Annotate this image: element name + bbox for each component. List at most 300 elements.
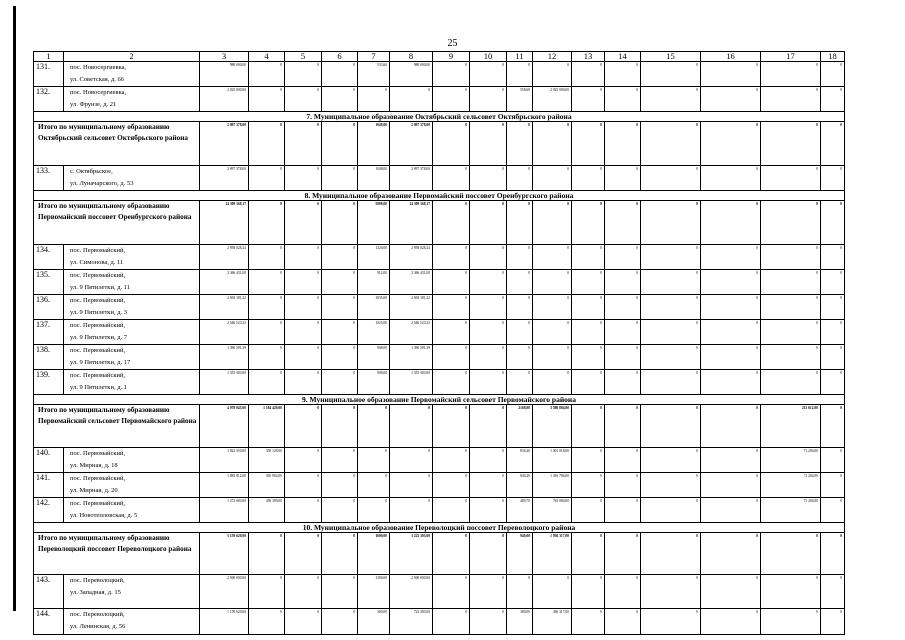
value-cell: 0 xyxy=(701,370,761,395)
value-cell: 0 xyxy=(507,370,533,395)
total-value-cell: 0 xyxy=(605,533,641,575)
section-heading-row xyxy=(34,395,845,405)
value-cell: 0 xyxy=(433,473,470,498)
value-cell: 0 xyxy=(285,448,322,473)
total-value-cell: 2 097 378,00 xyxy=(200,122,249,166)
value-cell: 0 xyxy=(285,609,322,635)
value-cell: 0 xyxy=(761,345,821,370)
address-cell xyxy=(64,62,200,87)
value-cell: 0 xyxy=(761,62,821,87)
total-value-cell: 0 xyxy=(641,533,701,575)
register-table xyxy=(33,51,845,635)
total-value-cell: 0 xyxy=(605,201,641,245)
total-value-cell: 0 xyxy=(433,201,470,245)
value-cell: 0 xyxy=(433,166,470,191)
value-cell: 0 xyxy=(605,295,641,320)
total-value-cell: 0 xyxy=(507,201,533,245)
total-value-cell: 0 xyxy=(249,122,285,166)
row-number: 136. xyxy=(34,295,64,320)
value-cell: 0 xyxy=(572,448,605,473)
total-value-cell: 0 xyxy=(605,405,641,448)
value-cell: 0 xyxy=(641,448,701,473)
total-value-cell: 2168,00 xyxy=(507,405,533,448)
address-line: ул. Ленинская, д. 56 xyxy=(70,623,126,630)
value-cell: 0 xyxy=(322,166,358,191)
value-cell: 0 xyxy=(605,270,641,295)
column-header: 7 xyxy=(358,52,390,62)
value-cell: 0 xyxy=(507,345,533,370)
total-value-cell: 0 xyxy=(641,405,701,448)
value-cell: 0 xyxy=(390,473,433,498)
address-line: пос. Первомайский, xyxy=(70,297,126,304)
value-cell: 0 xyxy=(701,345,761,370)
section-title: 8. Муниципальное образование Первомайский поссовет Оренбургского района xyxy=(34,191,845,201)
total-value-cell: 0 xyxy=(641,122,701,166)
column-header: 8 xyxy=(390,52,433,62)
column-header: 2 xyxy=(64,52,200,62)
value-cell: 1 390 591,39 xyxy=(390,345,433,370)
value-cell: 0 xyxy=(605,245,641,270)
address-line: пос. Переволоцкий, xyxy=(70,577,125,584)
value-cell: 0 xyxy=(390,448,433,473)
value-cell: 0 xyxy=(605,320,641,345)
column-header: 17 xyxy=(761,52,821,62)
address-cell xyxy=(64,473,200,498)
building-row xyxy=(34,473,845,498)
row-number: 132. xyxy=(34,87,64,112)
value-cell: 0 xyxy=(533,245,572,270)
row-number: 134. xyxy=(34,245,64,270)
row-number: 143. xyxy=(34,575,64,609)
value-cell: 0 xyxy=(821,87,845,112)
value-cell: 2 692 181,22 xyxy=(200,295,249,320)
total-value-cell: 0 xyxy=(572,533,605,575)
value-cell: 438 399,00 xyxy=(249,498,285,523)
value-cell: 723 303,00 xyxy=(390,609,433,635)
total-value-cell: 0 xyxy=(572,201,605,245)
row-number: 135. xyxy=(34,270,64,295)
total-value-cell: 0 xyxy=(249,533,285,575)
section-heading-row xyxy=(34,191,845,201)
value-cell: 0 xyxy=(285,295,322,320)
address-line: пос. Первомайский, xyxy=(70,272,126,279)
total-value-cell: 0 xyxy=(285,201,322,245)
value-cell: 0 xyxy=(701,575,761,609)
value-cell: 0 xyxy=(701,62,761,87)
total-value-cell: 0 xyxy=(322,122,358,166)
value-cell: 0 xyxy=(470,370,507,395)
building-row xyxy=(34,166,845,191)
value-cell: 0 xyxy=(701,320,761,345)
value-cell: 0 xyxy=(433,345,470,370)
total-value-cell: 0 xyxy=(533,201,572,245)
value-cell: 0 xyxy=(701,295,761,320)
address-line: ул. 9 Пятилетки, д. 1 xyxy=(70,384,127,391)
value-cell: 0 xyxy=(322,498,358,523)
address-line: ул. Мирная, д. 18 xyxy=(70,462,118,469)
column-header: 13 xyxy=(572,52,605,62)
address-cell xyxy=(64,345,200,370)
total-value-cell: 0 xyxy=(761,201,821,245)
total-value-cell: 0 xyxy=(390,405,433,448)
value-cell: 0 xyxy=(701,87,761,112)
value-cell: 0 xyxy=(433,87,470,112)
value-cell: 0 xyxy=(533,166,572,191)
value-cell: 0 xyxy=(285,345,322,370)
page-margin-bar xyxy=(13,6,16,611)
value-cell: 0 xyxy=(821,245,845,270)
value-cell: 2 097 378,00 xyxy=(390,166,433,191)
total-value-cell: 5898,00 xyxy=(358,201,390,245)
value-cell: 0 xyxy=(322,448,358,473)
address-cell xyxy=(64,575,200,609)
value-cell: 0 xyxy=(285,320,322,345)
value-cell: 1 401 018,00 xyxy=(533,448,572,473)
value-cell: 0 xyxy=(470,62,507,87)
value-cell: 1048,00 xyxy=(358,166,390,191)
value-cell: 0 xyxy=(821,270,845,295)
value-cell: 1300,00 xyxy=(358,575,390,609)
address-cell xyxy=(64,245,200,270)
value-cell: 0 xyxy=(605,62,641,87)
row-number: 131. xyxy=(34,62,64,87)
value-cell: 0 xyxy=(285,270,322,295)
column-header: 4 xyxy=(249,52,285,62)
value-cell: 0 xyxy=(470,575,507,609)
value-cell: 0 xyxy=(605,166,641,191)
value-cell: 1 883 812,00 xyxy=(200,473,249,498)
value-cell: 533,60 xyxy=(358,62,390,87)
section-heading-row xyxy=(34,523,845,533)
value-cell: 0 xyxy=(322,345,358,370)
value-cell: 0 xyxy=(533,370,572,395)
value-cell: 71 204,00 xyxy=(761,473,821,498)
row-number: 139. xyxy=(34,370,64,395)
value-cell: 0 xyxy=(641,370,701,395)
column-header: 1 xyxy=(34,52,64,62)
value-cell: 1 416 706,00 xyxy=(533,473,572,498)
value-cell: 0 xyxy=(641,345,701,370)
total-value-cell: 14 309 168,17 xyxy=(200,201,249,245)
column-number-row xyxy=(34,52,845,62)
total-value-cell: 0 xyxy=(433,533,470,575)
total-value-cell: 0 xyxy=(322,201,358,245)
value-cell: 0 xyxy=(641,62,701,87)
building-row xyxy=(34,295,845,320)
address-line: пос. Первомайский, xyxy=(70,247,126,254)
value-cell: 0 xyxy=(507,575,533,609)
value-cell: 0 xyxy=(433,270,470,295)
value-cell: 2 958 028,24 xyxy=(390,245,433,270)
address-line: ул. Луначарского, д. 53 xyxy=(70,180,134,187)
address-cell xyxy=(64,166,200,191)
value-cell: 0 xyxy=(249,320,285,345)
value-cell: 2 692 181,22 xyxy=(390,295,433,320)
address-line: ул. 9 Пятилетки, д. 3 xyxy=(70,309,127,316)
total-value-cell: 0 xyxy=(821,201,845,245)
value-cell: 0 xyxy=(533,270,572,295)
address-cell xyxy=(64,609,200,635)
value-cell: 436 317,00 xyxy=(533,609,572,635)
total-label: Итого по муниципальному образованию Первомайский сельсовет Первомайского района xyxy=(34,405,200,448)
column-header: 5 xyxy=(285,52,322,62)
value-cell: 834,40 xyxy=(507,448,533,473)
value-cell: 0 xyxy=(322,295,358,320)
value-cell: 0 xyxy=(433,62,470,87)
value-cell: 0 xyxy=(249,87,285,112)
total-value-cell: 5 159 620,00 xyxy=(200,533,249,575)
total-value-cell: 0 xyxy=(533,122,572,166)
value-cell: 0 xyxy=(249,370,285,395)
value-cell: 489,70 xyxy=(507,498,533,523)
total-value-cell: 3 580 804,00 xyxy=(533,405,572,448)
value-cell: 0 xyxy=(761,270,821,295)
address-line: пос. Первомайский, xyxy=(70,322,126,329)
address-line: с. Октябрьское, xyxy=(70,168,113,175)
building-row xyxy=(34,575,845,609)
value-cell: 0 xyxy=(572,270,605,295)
address-line: ул. 9 Пятилетки, д. 17 xyxy=(70,359,131,366)
building-row xyxy=(34,245,845,270)
value-cell: 0 xyxy=(605,87,641,112)
total-value-cell: 940,00 xyxy=(507,533,533,575)
total-value-cell: 0 xyxy=(701,405,761,448)
value-cell: 2 366 431,00 xyxy=(200,270,249,295)
total-value-cell: 3 223 303,00 xyxy=(390,533,433,575)
value-cell: 0 xyxy=(285,87,322,112)
value-cell: 0 xyxy=(821,62,845,87)
value-cell: 0 xyxy=(285,370,322,395)
total-value-cell: 0 xyxy=(821,122,845,166)
value-cell: 0 xyxy=(390,498,433,523)
value-cell: 0 xyxy=(641,270,701,295)
total-value-cell: 0 xyxy=(470,405,507,448)
value-cell: 71 204,00 xyxy=(761,448,821,473)
value-cell: 0 xyxy=(470,498,507,523)
value-cell: 1 272 683,00 xyxy=(200,498,249,523)
row-number: 141. xyxy=(34,473,64,498)
value-cell: 0 xyxy=(285,575,322,609)
value-cell: 0 xyxy=(572,609,605,635)
value-cell: 0 xyxy=(761,245,821,270)
total-value-cell: 0 xyxy=(358,405,390,448)
total-label: Итого по муниципальному образованию Октябрьский сельсовет Октябрьского района xyxy=(34,122,200,166)
value-cell: 0 xyxy=(322,575,358,609)
total-value-cell: 213 612,00 xyxy=(761,405,821,448)
value-cell: 0 xyxy=(641,166,701,191)
value-cell: 0 xyxy=(322,473,358,498)
total-value-cell: 0 xyxy=(433,405,470,448)
value-cell: 0 xyxy=(507,166,533,191)
address-cell xyxy=(64,270,200,295)
value-cell: 0 xyxy=(470,345,507,370)
address-line: пос. Новосергиевка, xyxy=(70,64,127,71)
column-header: 11 xyxy=(507,52,533,62)
value-cell: 2 546 523,32 xyxy=(200,320,249,345)
value-cell: 380,00 xyxy=(507,609,533,635)
value-cell: 0 xyxy=(821,345,845,370)
value-cell: 0 xyxy=(433,575,470,609)
value-cell: 0 xyxy=(322,245,358,270)
value-cell: 0 xyxy=(507,245,533,270)
value-cell: 0 xyxy=(285,166,322,191)
value-cell: 2 546 523,32 xyxy=(390,320,433,345)
value-cell: 300,00 xyxy=(358,609,390,635)
building-row xyxy=(34,370,845,395)
value-cell: 0 xyxy=(821,498,845,523)
address-line: ул. 9 Пятилетки, д. 7 xyxy=(70,334,127,341)
row-number: 142. xyxy=(34,498,64,523)
total-value-cell: 14 309 168,17 xyxy=(390,201,433,245)
column-header: 12 xyxy=(533,52,572,62)
total-value-cell: 1 936 317,00 xyxy=(533,533,572,575)
value-cell: 0 xyxy=(533,62,572,87)
value-cell: 0 xyxy=(470,609,507,635)
value-cell: 0 xyxy=(390,87,433,112)
total-value-cell: 0 xyxy=(433,122,470,166)
value-cell: 0 xyxy=(322,320,358,345)
value-cell: 0 xyxy=(572,166,605,191)
value-cell: 1 390 591,39 xyxy=(200,345,249,370)
value-cell: 2 500 000,00 xyxy=(390,575,433,609)
value-cell: 0 xyxy=(249,270,285,295)
value-cell: 0 xyxy=(433,245,470,270)
address-line: пос. Первомайский, xyxy=(70,500,126,507)
value-cell: 1320,00 xyxy=(358,245,390,270)
value-cell: 0 xyxy=(322,609,358,635)
section-heading-row xyxy=(34,112,845,122)
value-cell: 0 xyxy=(470,166,507,191)
value-cell: 2 500 000,00 xyxy=(200,575,249,609)
value-cell: 0 xyxy=(572,87,605,112)
value-cell: 0 xyxy=(358,448,390,473)
total-value-cell: 0 xyxy=(701,533,761,575)
value-cell: 844,20 xyxy=(507,473,533,498)
value-cell: 0 xyxy=(641,609,701,635)
value-cell: 0 xyxy=(285,498,322,523)
value-cell: 980 000,00 xyxy=(200,62,249,87)
total-value-cell: 0 xyxy=(507,122,533,166)
total-value-cell: 0 xyxy=(285,405,322,448)
column-header: 14 xyxy=(605,52,641,62)
value-cell: 0 xyxy=(605,473,641,498)
total-value-cell: 0 xyxy=(641,201,701,245)
value-cell: 71 204,00 xyxy=(761,498,821,523)
value-cell: 908,00 xyxy=(358,345,390,370)
section-title: 7. Муниципальное образование Октябрьский сельсовет Октябрьского района xyxy=(34,112,845,122)
value-cell: 0 xyxy=(507,295,533,320)
total-value-cell: 0 xyxy=(821,533,845,575)
value-cell: 0 xyxy=(470,270,507,295)
value-cell: 395 902,00 xyxy=(249,473,285,498)
value-cell: 0 xyxy=(641,498,701,523)
address-line: ул. Фрунзе, д. 21 xyxy=(70,101,117,108)
row-number: 144. xyxy=(34,609,64,635)
value-cell: 0 xyxy=(249,575,285,609)
total-value-cell: 0 xyxy=(249,201,285,245)
value-cell: 0 xyxy=(572,320,605,345)
value-cell: 0 xyxy=(470,320,507,345)
value-cell: 0 xyxy=(572,575,605,609)
value-cell: 0 xyxy=(572,295,605,320)
value-cell: 0 xyxy=(285,245,322,270)
column-header: 10 xyxy=(470,52,507,62)
value-cell: 0 xyxy=(249,609,285,635)
address-line: пос. Первомайский, xyxy=(70,450,126,457)
address-line: пос. Первомайский, xyxy=(70,475,126,482)
column-header: 18 xyxy=(821,52,845,62)
value-cell: 0 xyxy=(285,62,322,87)
column-header: 9 xyxy=(433,52,470,62)
building-row xyxy=(34,270,845,295)
value-cell: 0 xyxy=(470,87,507,112)
value-cell: 0 xyxy=(701,270,761,295)
value-cell: 0 xyxy=(322,370,358,395)
value-cell: 1025,00 xyxy=(358,320,390,345)
value-cell: 0 xyxy=(641,575,701,609)
address-cell xyxy=(64,448,200,473)
total-value-cell: 0 xyxy=(470,201,507,245)
value-cell: 0 xyxy=(433,609,470,635)
section-title: 9. Муниципальное образование Первомайский сельсовет Первомайского района xyxy=(34,395,845,405)
value-cell: 0 xyxy=(761,609,821,635)
building-row xyxy=(34,448,845,473)
total-value-cell: 1 184 429,00 xyxy=(249,405,285,448)
building-row xyxy=(34,498,845,523)
value-cell: 0 xyxy=(761,320,821,345)
total-value-cell: 0 xyxy=(761,533,821,575)
value-cell: 0 xyxy=(761,166,821,191)
address-line: ул. Мирная, д. 20 xyxy=(70,487,118,494)
value-cell: 0 xyxy=(572,345,605,370)
value-cell: 0 xyxy=(285,473,322,498)
section-title: 10. Муниципальное образование Переволоцкий поссовет Переволоцкого района xyxy=(34,523,845,533)
value-cell: 0 xyxy=(470,473,507,498)
value-cell: 0 xyxy=(572,498,605,523)
value-cell: 0 xyxy=(507,62,533,87)
value-cell: 2 025 000,00 xyxy=(200,87,249,112)
row-number: 138. xyxy=(34,345,64,370)
total-value-cell: 1048,00 xyxy=(358,122,390,166)
total-value-cell: 0 xyxy=(572,405,605,448)
value-cell: 0 xyxy=(358,473,390,498)
value-cell: 2 366 431,00 xyxy=(390,270,433,295)
value-cell: 1 822 350,00 xyxy=(200,448,249,473)
value-cell: 0 xyxy=(470,295,507,320)
value-cell: 0 xyxy=(701,498,761,523)
value-cell: 0 xyxy=(821,448,845,473)
value-cell: 0 xyxy=(821,473,845,498)
address-line: ул. 9 Пятилетки, д. 11 xyxy=(70,284,131,291)
address-cell xyxy=(64,320,200,345)
value-cell: 350 128,00 xyxy=(249,448,285,473)
building-row xyxy=(34,609,845,635)
value-cell: 0 xyxy=(433,448,470,473)
value-cell: 0 xyxy=(470,245,507,270)
value-cell: 0 xyxy=(249,345,285,370)
total-value-cell: 0 xyxy=(285,122,322,166)
value-cell: 0 xyxy=(572,245,605,270)
building-row xyxy=(34,345,845,370)
total-value-cell: 0 xyxy=(572,122,605,166)
building-row xyxy=(34,320,845,345)
value-cell: 0 xyxy=(605,609,641,635)
building-row xyxy=(34,87,845,112)
address-cell xyxy=(64,295,200,320)
total-value-cell: 0 xyxy=(322,405,358,448)
address-line: ул. Симонова, д. 11 xyxy=(70,259,124,266)
value-cell: 0 xyxy=(322,270,358,295)
